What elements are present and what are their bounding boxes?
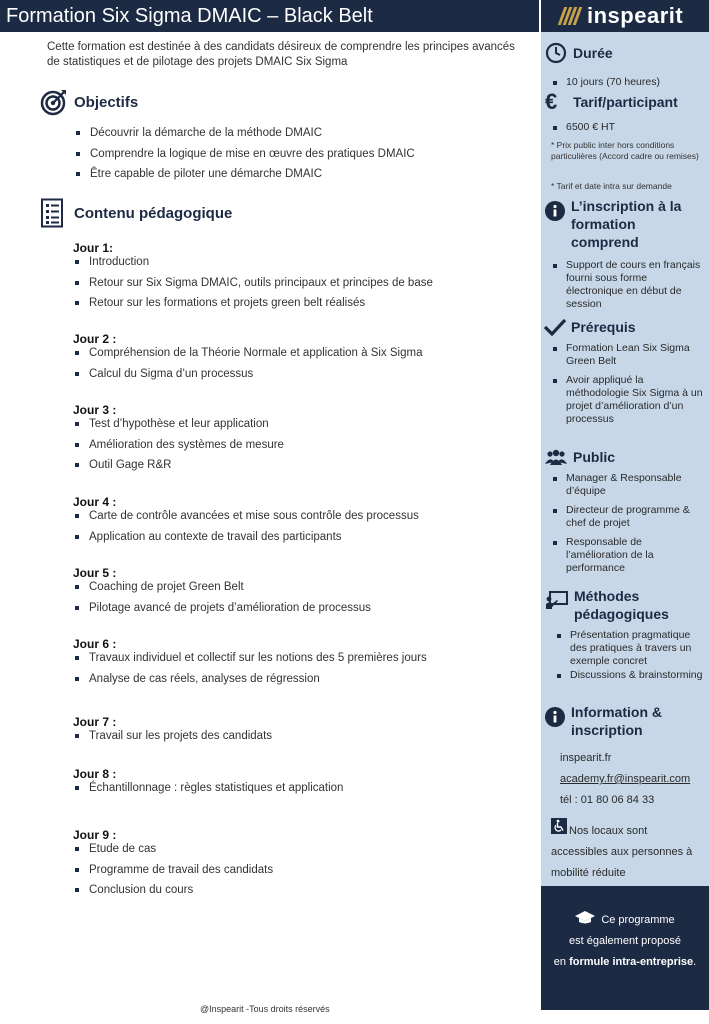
public-title: Public [573,449,616,465]
list-item: Responsable de l’amélioration de la performance [551,536,706,575]
list-item: Formation Lean Six Sigma Green Belt [551,342,706,368]
email-link[interactable]: academy.fr@inspearit.com [560,773,691,785]
info-heading [545,703,701,739]
list-item: Programme de travail des candidats [73,863,523,877]
day-title: Jour 4 : [73,495,117,509]
content-title: Contenu pédagogique [74,204,233,222]
objectives-heading [40,88,138,116]
list-item: Pilotage avancé de projets d’amélioration de processus [73,601,523,615]
promo-line-3-prefix: en [553,956,570,968]
methods-list [555,629,707,688]
list-item: Présentation pragmatique des pratiques à travers un exemple concret [555,629,707,668]
day-title: Jour 9 : [73,828,117,842]
day-title: Jour 8 : [73,767,117,781]
info-icon [545,201,565,221]
objectives-list [74,126,415,188]
list-item: Travail sur les projets des candidats [73,729,523,743]
public-heading [545,448,615,466]
day-block [73,332,523,387]
day-block [73,403,523,479]
objectives-title: Objectifs [74,93,139,111]
logo-mark-icon [558,7,585,25]
list-item: Avoir appliqué la méthodologie Six Sigma à un projet d’amélioration d’un processus [551,374,706,426]
sidebar [541,32,709,888]
list-item: Échantillonnage : règles statistiques et application [73,781,523,795]
day-block [73,828,523,904]
list-item: Compréhension de la Théorie Normale et application à Six Sigma [73,346,523,360]
list-item: Coaching de projet Green Belt [73,580,523,594]
logo-text: inspearit [587,3,684,28]
promo-line-1: Ce programme [601,914,675,926]
list-item: Test d’hypothèse et leur application [73,417,523,431]
list-item: Amélioration des systèmes de mesure [73,438,523,452]
public-list [551,472,706,581]
day-block [73,767,523,802]
info-icon [545,707,565,727]
price-list [551,121,615,140]
day-block [73,637,523,692]
day-block [73,566,523,621]
prereq-title: Prérequis [571,319,636,335]
day-title: Jour 1: [73,241,114,255]
day-block [73,241,523,317]
methods-heading [545,587,704,623]
price-heading [545,91,678,113]
list-item: Retour sur les formations et projets green belt réalisés [73,296,523,310]
list-item: Discussions & brainstorming [555,669,707,682]
clock-icon [545,42,567,64]
promo-highlight: formule intra-entreprise [569,956,694,968]
day-block [73,495,523,550]
checklist-icon [40,198,66,228]
list-item: Directeur de programme & chef de projet [551,504,706,530]
list-item: Application au contexte de travail des participants [73,530,523,544]
inscription-heading [545,197,701,251]
list-item: Etude de cas [73,842,523,856]
euro-icon: € [545,89,558,114]
prereq-list [551,342,706,432]
phone-number: tél : 01 80 06 84 33 [560,794,655,806]
day-title: Jour 7 : [73,715,117,729]
day-title: Jour 6 : [73,637,117,651]
footer-copyright: @Inspearit -Tous droits réservés [200,1004,330,1014]
list-item: Conclusion du cours [73,883,523,897]
list-item: Carte de contrôle avancées et mise sous contrôle des processus [73,509,523,523]
intro-text: Cette formation est destinée à des candidats désireux de comprendre les principes avancés de statistiques et de pilotage des projets DMAIC Six Sigma [47,41,515,68]
group-icon [545,448,567,466]
promo-line-3 [541,952,709,973]
promo-line-2: est également proposé [569,935,681,947]
checkmark-icon [543,317,567,337]
price-title: Tarif/participant [573,94,678,110]
list-item: Support de cours en français fourni sous forme électronique en début de session [551,259,706,311]
prereq-heading [543,317,636,337]
list-item: 6500 € HT [551,121,615,134]
list-item: Retour sur Six Sigma DMAIC, outils principaux et principes de base [73,276,523,290]
list-item: Calcul du Sigma d’un processus [73,367,523,381]
inscription-list [551,259,706,317]
content-heading [40,198,232,228]
promo-line-3-suffix: . [693,956,697,968]
list-item: Comprendre la logique de mise en œuvre des pratiques DMAIC [74,147,415,161]
info-title: Information & inscription [571,704,662,738]
price-note: * Prix public inter hors conditions particulières (Accord cadre ou remises) [551,140,699,161]
intra-promo-box [541,886,709,1010]
presentation-icon [545,590,569,610]
logo [541,0,709,32]
page-title: Formation Six Sigma DMAIC – Black Belt [0,0,539,32]
list-item: 10 jours (70 heures) [551,76,660,89]
duration-heading [545,42,613,64]
list-item: Introduction [73,255,523,269]
day-title: Jour 3 : [73,403,117,417]
inscription-title: L’inscription à la formation comprend [571,198,682,250]
day-title: Jour 5 : [73,566,117,580]
website-link[interactable]: inspearit.fr [560,752,612,764]
duration-title: Durée [573,45,613,61]
day-title: Jour 2 : [73,332,117,346]
methods-title: Méthodes pédagogiques [574,588,669,622]
list-item: Outil Gage R&R [73,458,523,472]
list-item: Analyse de cas réels, analyses de régression [73,672,523,686]
list-item: Travaux individuel et collectif sur les notions des 5 premières jours [73,651,523,665]
accessibility-note: Nos locaux sont accessibles aux personnes à mobilité réduite [551,825,693,879]
day-block [73,715,523,750]
list-item: Découvrir la démarche de la méthode DMAIC [74,126,415,140]
list-item: Être capable de piloter une démarche DMAIC [74,167,415,181]
target-icon [40,88,68,116]
graduation-cap-icon [575,911,595,925]
list-item: Manager & Responsable d’équipe [551,472,706,498]
price-note-intra: * Tarif et date intra sur demande [551,181,672,191]
